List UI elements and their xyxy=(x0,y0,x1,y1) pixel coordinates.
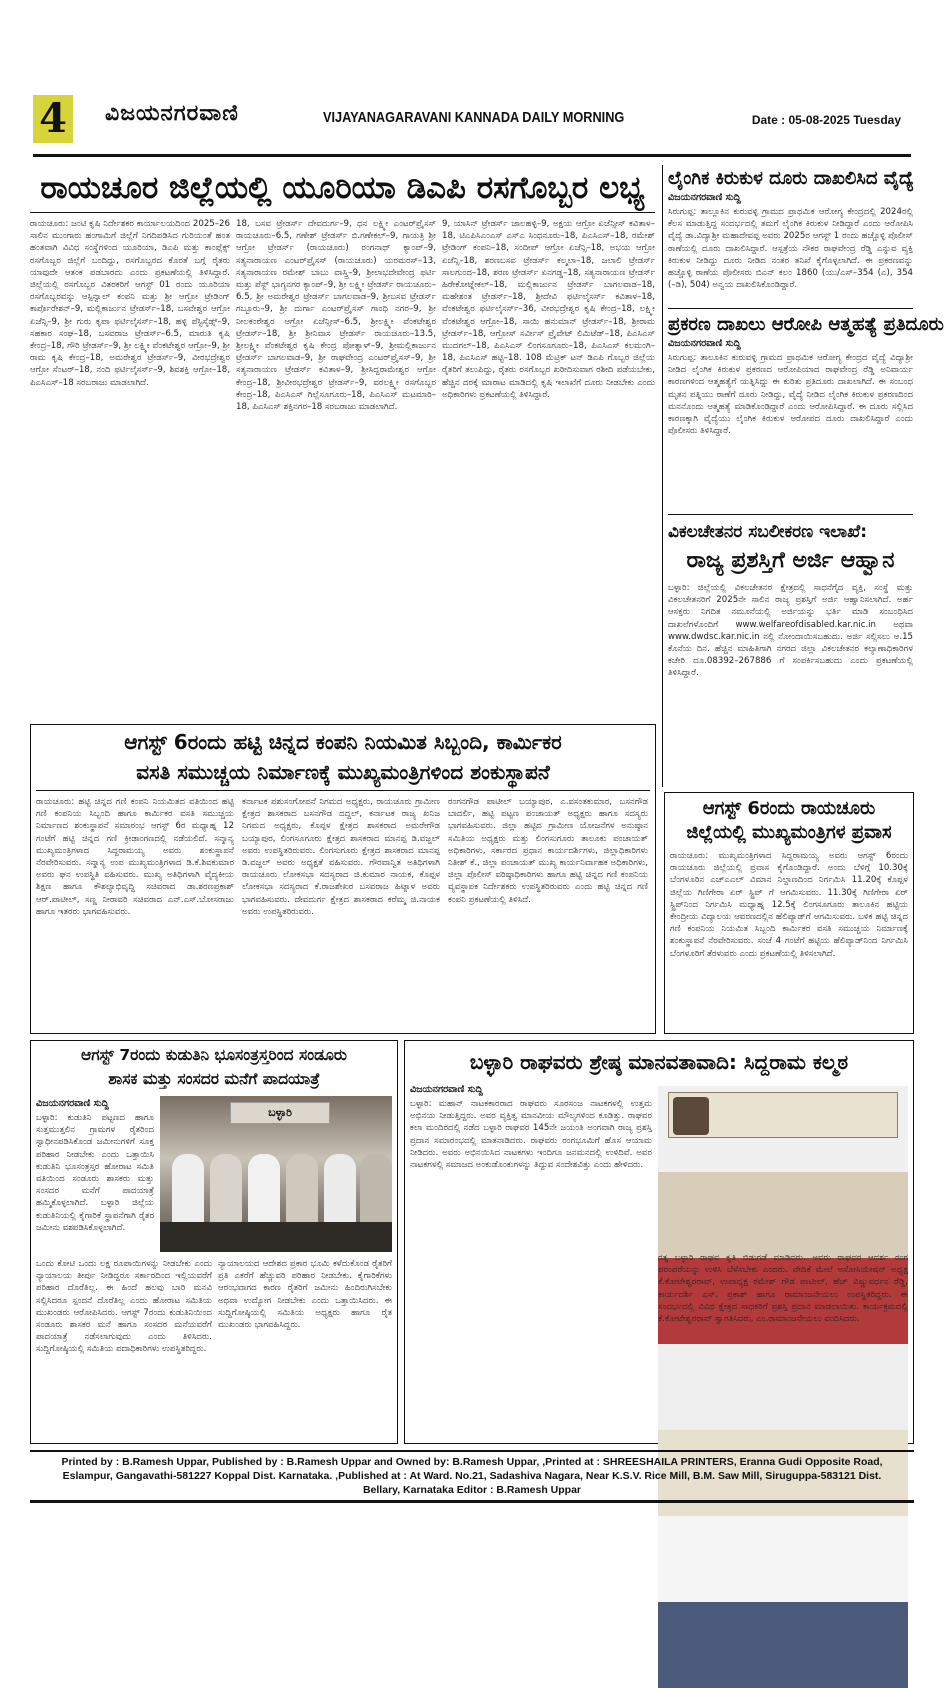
raghava-col-2: ರತ್ನ ಬಳ್ಳಾರಿ ರಾಘವ ಕೃತಿ ಬಿಡುಗಡೆ ಮಾಡಿದರು. ಅವರು ರಾಘವರ ಆದರ್ಶ ರಂಗ ಪರಂಪರೆಯನ್ನು ಉಳಿಸಿ ಬೆಳೆಸಬೇಕು ಎಂದರು. ವೇದಿಕೆ ಮೇಲೆ ಅಸೋಸಿಯೇಷನ್ ಅಧ್ಯಕ್ಷ ಕೆ.ಕೋಟೇಶ್ವರರಾವ್, ಉಪಾಧ್ಯಕ್ಷ ರಮೇಶ್ ಗೌಡ ಪಾಟೀಲ್, ಹೆಚ್ ವಿಷ್ಣುವರ್ಧನ ರೆಡ್ಡಿ, ಕಾರ್ಯದರ್ಶಿ ಎಸ್. ಪ್ರಕಾಶ್ ಹಾಗೂ ರಾಮಾಂಜನೇಯಲು ಉಪಸ್ಥಿತರಿದ್ದರು. ಈ ಸಂದರ್ಭದಲ್ಲಿ ವಿವಿಧ ಕ್ಷೇತ್ರದ ಸಾಧಕರಿಗೆ ಪ್ರಶಸ್ತಿ ಪ್ರದಾನ ಮಾಡಲಾಯಿತು. ಕಾರ್ಯಕ್ರಮದಲ್ಲಿ ಕೆ.ಕೋಟೇಶ್ವರರಾವ್ ಸ್ವಾಗತಿಸಿದರು, ಎಂ.ರಾಮಾಂಜನೇಯಲು ವಂದಿಸಿದರು. xyxy=(658,1253,908,1325)
hatti-headline-1: ಆಗಸ್ಟ್ 6ರಂದು ಹಟ್ಟಿ ಚಿನ್ನದ ಕಂಪನಿ ನಿಯಮಿತ ಸಿಬ್ಬಂದಿ, ಕಾರ್ಮಿಕರ xyxy=(124,730,562,754)
sandur-press-photo xyxy=(160,1096,392,1252)
doctor-byline: ವಿಜಯನಗರವಾಣಿ ಸುದ್ದಿ xyxy=(668,192,741,203)
suicide-headline: ಪ್ರಕರಣ ದಾಖಲು ಆರೋಪಿ ಆತ್ಮಹತ್ಯೆ ಪ್ರತಿದೂರು xyxy=(668,314,944,335)
suicide-rule xyxy=(668,514,913,515)
sandur-body-bottom-2: ನ್ಯಾಯಾಲಯದ ಆದೇಶದ ಪ್ರಕಾರ ಭೂಮಿ ಕಳೆದುಕೊಂಡ ರೈತರಿಗೆ ಪ್ರತಿ ಎಕರೆಗೆ ಹೆಚ್ಚುವರಿ ಪರಿಹಾರ ನೀಡಬೇಕು. ಕೈಗಾರಿಕೆಗಳು ಆರಂಭವಾಗದ ಕಾರಣ ರೈತರಿಗೆ ಜಮೀನು ಹಿಂದಿರುಗಿಸಬೇಕು ಅಥವಾ ಉದ್ಯೋಗ ನೀಡಬೇಕು ಎಂದು ಒತ್ತಾಯಿಸಿದರು. ಈ ಸುದ್ದಿಗೋಷ್ಠಿಯಲ್ಲಿ ಸಮಿತಿಯ ಅಧ್ಯಕ್ಷರು ಹಾಗೂ ರೈತ ಮುಖಂಡರು ಭಾಗವಹಿಸಿದ್ದರು. xyxy=(218,1259,392,1331)
hatti-rule xyxy=(36,790,650,791)
footer-rule-bottom xyxy=(30,1500,914,1503)
disabled-body: ಬಳ್ಳಾರಿ: ಜಿಲ್ಲೆಯಲ್ಲಿ ವಿಕಲಚೇತನರ ಕ್ಷೇತ್ರದಲ್ಲಿ ಸಾಧನೆಗೈದ ವ್ಯಕ್ತಿ, ಸಂಸ್ಥೆ ಮತ್ತು ವಿಕಲಚೇತನರಿಗೆ 2025ನೇ ಸಾಲಿನ ರಾಜ್ಯ ಪ್ರಶಸ್ತಿಗೆ ಅರ್ಜಿ ಆಹ್ವಾನಿಸಲಾಗಿದೆ. ಅರ್ಹ ಆಸಕ್ತರು ನಿಗದಿತ ನಮೂನೆಯಲ್ಲಿ ಅರ್ಜಿಯನ್ನು ಭರ್ತಿ ಮಾಡಿ ಸಂಬಂಧಿಸಿದ ದಾಖಲೆಗಳೊಂದಿಗೆ www.welfareofdisabled.kar.nic.in ಅಥವಾ www.dwdsc.kar.nic.in ನಲ್ಲಿ ನೋಂದಾಯಿಸಬಹುದು. ಅರ್ಜಿ ಸಲ್ಲಿಸಲು ಆ.15 ಕೊನೆಯ ದಿನ. ಹೆಚ್ಚಿನ ಮಾಹಿತಿಗಾಗಿ ನಗರದ ಜಿಲ್ಲಾ ವಿಕಲಚೇತನರ ಕಲ್ಯಾಣಾಧಿಕಾರಿಗಳ ಕಚೇರಿ ದೂ.08392–267886 ಗೆ ಸಂಪರ್ಕಿಸಬಹುದು ಎಂದು ಪ್ರಕಟಣೆಯಲ್ಲಿ ತಿಳಿಸಿದ್ದಾರೆ. xyxy=(668,583,913,679)
cm-visit-headline-1: ಆಗಸ್ಟ್ 6ರಂದು ರಾಯಚೂರು xyxy=(702,798,876,819)
hatti-headline-2: ವಸತಿ ಸಮುಚ್ಚಯ ನಿರ್ಮಾಣಕ್ಕೆ ಮುಖ್ಯಮಂತ್ರಿಗಳಿಂದ ಶಂಕುಸ್ಥಾಪನೆ xyxy=(136,760,550,784)
lead-col-1: ರಾಯಚೂರು: ಜಂಟಿ ಕೃಷಿ ನಿರ್ದೇಶಕರ ಕಾರ್ಯಾಲಯದಿಂದ 2025–26 ಸಾಲಿನ ಮುಂಗಾರು ಹಂಗಾಮಿಗೆ ಜಿಲ್ಲೆಗೆ ನಿಗದಿಪಡಿಸಿದ ಗುರಿಯಂತೆ ಹಂತ ಹಂತವಾಗಿ ವಿವಿಧ ಸಂಸ್ಥೆಗಳಿಂದ ಯೂರಿಯಾ, ಡಿಎಪಿ ಮತ್ತು ಕಾಂಪ್ಲೆಕ್ಸ್ ರಸಗೊಬ್ಬರ ಜಿಲ್ಲೆಗೆ ಬಂದಿದ್ದು, ರಸಗೊಬ್ಬರದ ಕೊರತೆ ಬಗ್ಗೆ ರೈತರು ಯಾವುದೇ ಆತಂಕ ಪಡಬಾರದು ಎಂದು ಪ್ರಕಟಣೆಯಲ್ಲಿ ತಿಳಿಸಿದ್ದಾರೆ. ಜಿಲ್ಲೆಯಲ್ಲಿ ರಸಗೊಬ್ಬರ ವಿತರಕರಿಗೆ ಆಗಸ್ಟ್ 01 ರಂದು ಯೂರಿಯಾ ರಸಗೊಬ್ಬರವನ್ನು ಆಸ್ಪಿನ್ವಾಲ್ ಕಂಪನಿ ಮತ್ತು ಶ್ರೀ ಆಗ್ರೋ ಟ್ರೇಡಿಂಗ್ ಕಾರ್ಪೊರೇಶನ್–9, ಮಲ್ಲಿಕಾರ್ಜುನ ಟ್ರೇಡರ್ಸ್–18, ಬಸವೇಶ್ವರ ಆಗ್ರೋ ಏಜೆನ್ಸಿ–9, ಶ್ರೀ ಗುರು ಕೃಪಾ ಫರ್ಟಿಲೈಸರ್ಸ್–18, ಹಳ್ಳಿ ಪೆಸ್ಟಿಸೈಡ್ಸ್–9, ಸಹಕಾರ ಸಂಘ–18, ಬಸವರಾಜ ಟ್ರೇಡರ್ಸ್–6.5, ಮಾರುತಿ ಕೃಷಿ ಕೇಂದ್ರ–18, ಗೌರಿ ಟ್ರೇಡರ್ಸ್–9, ಶ್ರೀ ಲಕ್ಷ್ಮೀ ವೆಂಕಟೇಶ್ವರ ಆಗ್ರೋ–9, ಶ್ರೀ ರಾಮ ಕೃಷಿ ಕೇಂದ್ರ–18, ಅಮರೇಶ್ವರ ಟ್ರೇಡರ್ಸ್–9, ವೀರಭದ್ರೇಶ್ವರ ಆಗ್ರೋ ಸೆಂಟರ್–18, ನಂದಿ ಫರ್ಟಿಲೈಸರ್ಸ್–9, ಶಿವಶಕ್ತಿ ಆಗ್ರೋ–18, ಪಿಎಸಿಎಸ್–18 ಸರಬರಾಜು ಮಾಡಲಾಗಿದೆ. xyxy=(30,219,230,388)
footer-imprint-line-2: Eslampur, Gangavathi-581227 Koppal Dist. Karnataka. ,Published at : At Ward. No.21, Sadashiva Nagara, Near K.S.V. Rice Mill, B.M. Saw Mill, Siruguppa-583121 Dist. xyxy=(62,1470,882,1482)
photo-person xyxy=(658,1516,908,1602)
masthead xyxy=(33,95,911,157)
sandur-headline-1: ಆಗಸ್ಟ್ 7ರಂದು ಕುಡುತಿನಿ ಭೂಸಂತ್ರಸ್ತರಿಂದ ಸಂಡೂರು xyxy=(81,1046,347,1064)
photo-person xyxy=(658,1602,908,1688)
hatti-col-3: ರಂಗನಗೌಡ ಪಾಟೀಲ್ ಬಯ್ಯಾಪುರ, ಎ.ವಸಂತಕುಮಾರ, ಬಸನಗೌಡ ಬಾದರ್ಲಿ, ಹಟ್ಟಿ ಪಟ್ಟಣ ಪಂಚಾಯತ್ ಅಧ್ಯಕ್ಷರು ಹಾಗೂ ಸದಸ್ಯರು ಭಾಗವಹಿಸುವರು. ಜಿಲ್ಲಾ ಹಟ್ಟಿದ ಗ್ರಾಮೀಣ ಯೋಜನೆಗಳ ಅನುಷ್ಠಾನ ಸಮಿತಿಯ ಅಧ್ಯಕ್ಷರು ಮತ್ತು ಲಿಂಗಸುಗೂರು ತಾಲೂಕು ಪಂಚಾಯತ್ ಅಧಿಕಾರಿಗಳು, ಸರ್ಕಾರದ ಪ್ರಧಾನ ಕಾರ್ಯದರ್ಶಿಗಳು, ಜಿಲ್ಲಾಧಿಕಾರಿಗಳು ನಿತೀಶ್ ಕೆ., ಜಿಲ್ಲಾ ಪಂಚಾಯತ್ ಮುಖ್ಯ ಕಾರ್ಯನಿರ್ವಾಹಕ ಅಧಿಕಾರಿಗಳು, ಜಿಲ್ಲಾ ಪೊಲೀಸ್ ವರಿಷ್ಠಾಧಿಕಾರಿಗಳು ಹಾಗೂ ಹಟ್ಟಿ ಚಿನ್ನದ ಗಣಿ ಕಂಪನಿಯ ವ್ಯವಸ್ಥಾಪಕ ನಿರ್ದೇಶಕರು ಉಪಸ್ಥಿತರಿರುವರು ಎಂದು ಹಟ್ಟಿ ಚಿನ್ನದ ಗಣಿ ಕಂಪನಿ ಪ್ರಕಟಣೆಯಲ್ಲಿ ತಿಳಿಸಿದೆ. xyxy=(448,797,648,905)
photo-table xyxy=(160,1222,392,1252)
cm-visit-headline-2: ಜಿಲ್ಲೆಯಲ್ಲಿ ಮುಖ್ಯಮಂತ್ರಿಗಳ ಪ್ರವಾಸ xyxy=(686,822,892,843)
raghava-award-photo xyxy=(658,1086,908,1246)
photo-person xyxy=(658,1172,908,1258)
masthead-title-kannada: ವಿಜಯನಗರವಾಣಿ xyxy=(105,101,239,126)
column-divider xyxy=(662,165,663,787)
suicide-byline: ವಿಜಯನಗರವಾಣಿ ಸುದ್ದಿ xyxy=(668,338,741,349)
lead-headline: ರಾಯಚೂರ ಜಿಲ್ಲೆಯಲ್ಲಿ ಯೂರಿಯಾ ಡಿಎಪಿ ರಸಗೊಬ್ಬರ ಲಭ್ಯ xyxy=(40,170,645,206)
lead-col-2: 18, ಬಸವ ಟ್ರೇಡರ್ಸ್ ದೇವದುರ್ಗ–9, ಧನ ಲಕ್ಷ್ಮೀ ಎಂಟರ್‌ಪ್ರೈಸಸ್ ರಾಯಚೂರು–6.5, ಗಣೇಶ್ ಟ್ರೇಡರ್ಸ್ ಬಿ.ಗಣೇಕಲ್–9, ಗಾಯತ್ರಿ ಶ್ರೀ ಆಗ್ರೋ ಟ್ರೇಡರ್ಸ್ (ರಾಯಚೂರು) ರಂಗನಾಥ್ ಕ್ಯಾಂಪ್–9, ಸತ್ಯನಾರಾಯಣ ಎಂಟರ್‌ಪ್ರೈಸಸ್ (ರಾಯಚೂರು) ಯರಮರಸ್–13, ಸತ್ಯನಾರಾಯಣ ರಮೇಶ್ ಬಾಬು ವಾಸ್ತ್ರಿ–9, ಶ್ರೀಲಾಭದೇವೇಂದ್ರ ಫರ್ಟಿ ಮತ್ತು ಪೆಸ್ಟ್ ಭಾಗ್ಯನಗರ ಕ್ಯಾಂಪ್–9, ಶ್ರೀ ಲಕ್ಷ್ಮೀ ಟ್ರೇಡರ್ಸ್ ರಾಯಚೂರು–6.5, ಶ್ರೀ ಅಮರೇಶ್ವರ ಟ್ರೇಡರ್ಸ್ ಬಾಗಲವಾಡ–9, ಶ್ರೀಬಸವ ಟ್ರೇಡರ್ಸ್ ಗಬ್ಬೂರು–9, ಶ್ರೀ ದುರ್ಗಾ ಎಂಟರ್‌ಪ್ರೈಸಸ್ ಗಾಂಧಿ ನಗರ–9, ಶ್ರೀ ನೀಲಕಂಠೇಶ್ವರ ಆಗ್ರೋ ಏಜೆನ್ಸೀಸ್–6.5, ಶ್ರೀಲಕ್ಷ್ಮೀ ವೆಂಕಟೇಶ್ವರ ಟ್ರೇಡರ್ಸ್–18, ಶ್ರೀ ಶ್ರೀನಿವಾಸ ಟ್ರೇಡರ್ಸ್ ರಾಯಚೂರು–13.5, ಶ್ರೀಲಕ್ಷ್ಮೀ ವೆಂಕಟೇಶ್ವರ ಕೃಷಿ ಕೇಂದ್ರ ಪೋತ್ನಾಳ್–9, ಶ್ರೀಮಲ್ಲಿಕಾರ್ಜುನ ಟ್ರೇಡರ್ಸ್ ಬಾಗಲವಾಡ–9, ಶ್ರೀ ರಾಘವೇಂದ್ರ ಎಂಟರ್‌ಪ್ರೈಸಸ್–9, ಶ್ರೀ ಸತ್ಯನಾರಾಯಣ ಟ್ರೇಡರ್ಸ್ ಕವಿತಾಳ–9, ಶ್ರೀಸಿದ್ದರಾಮೇಶ್ವರ ಆಗ್ರೋ ಕೇಂದ್ರ–18, ಶ್ರೀವೀರಭದ್ರೇಶ್ವರ ಟ್ರೇಡರ್ಸ್–9, ವರಲಕ್ಷ್ಮೀ ರಸಗೊಬ್ಬರ ಕೇಂದ್ರ–18, ಪಿಎಸಿಎಸ್ ಗಿಲ್ಲೆಸೂಗೂರು–18, ಪಿಎಸಿಎಸ್ ಮಟಮಾರಿ–18, ಪಿಎಸಿಎಸ್ ಶಕ್ತಿನಗರ–18 ಸರಬರಾಜು ಮಾಡಲಾಗಿದೆ. xyxy=(236,219,436,413)
doctor-body: ಸಿರುಗುಪ್ಪ: ತಾಲ್ಲೂಕಿನ ಕುರುವಳ್ಳಿ ಗ್ರಾಮದ ಪ್ರಾಥಮಿಕ ಆರೋಗ್ಯ ಕೇಂದ್ರದಲ್ಲಿ 2024ರಲ್ಲಿ ಕೆಲಸ ಮಾಡುತ್ತಿದ್ದ ಸಂದರ್ಭದಲ್ಲಿ ತಮಗೆ ಲೈಂಗಿಕ ಕಿರುಕುಳ ನೀಡಿದ್ದಾರೆ ಎಂದು ಆರೋಪಿಸಿ ವೈದ್ಯೆ ಡಾ.ವಿದ್ಯಾಶ್ರೀ ಮಹಾದೇವಪ್ಪ ಅವರು 2025ರ ಆಗಸ್ಟ್ 1 ರಂದು ಹಚ್ಚೊಳ್ಳಿ ಪೊಲೀಸ್ ಠಾಣೆಯಲ್ಲಿ ದೂರು ದಾಖಲಿಸಿದ್ದಾರೆ. ಆಸ್ಪತ್ರೆಯ ನೌಕರ ರಾಘವೇಂದ್ರ ರೆಡ್ಡಿ ಎನ್ನುವ ವ್ಯಕ್ತಿ ಕಿರುಕುಳ ನೀಡಿದ್ದು ದೂರು ನೀಡಿದ ನಂತರ ತನಿಖೆ ಕೈಗೊಳ್ಳಲಾಗಿದೆ. ಈ ಪ್ರಕರಣವನ್ನು ಹಚ್ಚೊಳ್ಳಿ ಠಾಣೆಯ ಪೊಲೀಸರು ಬಿಎನ್ ಕಲಂ 1860 (ಯು/ಎಸ್–354 (ಎ), 354 (–ಡಿ), 504) ಅನ್ವಯ ದಾಖಲಿಸಿಕೊಂಡಿದ್ದಾರೆ. xyxy=(668,207,913,291)
sandur-byline: ವಿಜಯನಗರವಾಣಿ ಸುದ್ದಿ xyxy=(36,1098,109,1109)
footer-rule-top xyxy=(30,1450,914,1452)
photo-banner-text: ಬಳ್ಳಾರಿ xyxy=(230,1102,330,1124)
sandur-body-bottom-1: ಒಂದು ಕೋಟಿ ಒಂದು ಲಕ್ಷ ರೂಪಾಯಿಗಳನ್ನು ನೀಡಬೇಕು ಎಂದು ನ್ಯಾಯಾಲಯ ತೀರ್ಪು ನೀಡಿದ್ದರೂ ಸರ್ಕಾರದಿಂದ ಇಲ್ಲಿಯವರೆಗೆ ಪರಿಹಾರ ದೊರೆತಿಲ್ಲ. ಈ ಹಿಂದೆ ಹಲವು ಬಾರಿ ಮನವಿ ಸಲ್ಲಿಸಿದರೂ ಸ್ಪಂದನೆ ದೊರೆತಿಲ್ಲ ಎಂದು ಹೋರಾಟ ಸಮಿತಿಯ ಮುಖಂಡರು ಆರೋಪಿಸಿದರು. ಆಗಸ್ಟ್ 7ರಂದು ಕುಡುತಿನಿಯಿಂದ ಸಂಡೂರು ಶಾಸಕರ ಮನೆ ಹಾಗೂ ಸಂಸದರ ಮನೆಯವರೆಗೆ ಪಾದಯಾತ್ರೆ ನಡೆಸಲಾಗುವುದು ಎಂದು ತಿಳಿಸಿದರು. ಸುದ್ದಿಗೋಷ್ಠಿಯಲ್ಲಿ ಸಮಿತಿಯ ಪದಾಧಿಕಾರಿಗಳು ಉಪಸ್ಥಿತರಿದ್ದರು. xyxy=(36,1259,212,1355)
hatti-col-1: ರಾಯಚೂರು: ಹಟ್ಟಿ ಚಿನ್ನದ ಗಣಿ ಕಂಪನಿ ನಿಯಮಿತದ ವತಿಯಿಂದ ಹಟ್ಟಿ ಗಣಿ ಕಂಪನಿಯ ಸಿಬ್ಬಂದಿ ಹಾಗೂ ಕಾರ್ಮಿಕರ ವಸತಿ ಸಮುಚ್ಚಯ ನಿರ್ಮಾಣದ ಶಂಕುಸ್ಥಾಪನೆ ಸಮಾರಂಭ ಆಗಸ್ಟ್ 6ರ ಮಧ್ಯಾಹ್ನ 12 ಗಂಟೆಗೆ ಹಟ್ಟಿ ಚಿನ್ನದ ಗಣಿ ಕ್ರೀಡಾಂಗಣದಲ್ಲಿ ನಡೆಯಲಿದೆ. ಸನ್ಮಾನ್ಯ ಮುಖ್ಯಮಂತ್ರಿಗಳಾದ ಸಿದ್ದರಾಮಯ್ಯ ಅವರು ಶಂಕುಸ್ಥಾಪನೆ ನೆರವೇರಿಸುವರು. ಸನ್ಮಾನ್ಯ ಉಪ ಮುಖ್ಯಮಂತ್ರಿಗಳಾದ ಡಿ.ಕೆ.ಶಿವಕುಮಾರ ಅವರು ಘನ ಉಪಸ್ಥಿತಿ ವಹಿಸುವರು. ಮುಖ್ಯ ಅತಿಥಿಗಳಾಗಿ ವೈದ್ಯಕೀಯ ಶಿಕ್ಷಣ ಹಾಗೂ ಕೌಶಲ್ಯಾಭಿವೃದ್ಧಿ ಸಚಿವರಾದ ಡಾ.ಶರಣಪ್ರಕಾಶ್ ಆರ್.ಪಾಟೀಲ್, ಸಣ್ಣ ನೀರಾವರಿ ಸಚಿವರಾದ ಎನ್.ಎಸ್.ಬೋಸರಾಜು ಹಾಗೂ ಇತರರು ಭಾಗವಹಿಸುವರು. xyxy=(36,797,234,917)
footer-imprint-line-1: Printed by : B.Ramesh Uppar, Published by : B.Ramesh Uppar and Owned by: B.Ramesh Uppar, ,Printed at : SHREESHAILA PRINTERS, Eranna Gudi Opposite Road, xyxy=(61,1456,883,1468)
raghava-col-1: ಬಳ್ಳಾರಿ: ಮಹಾನ್ ನಾಟಕಕಾರರಾದ ರಾಘವರು ಸೂರಸಂಜ ನಾಟಕಗಳಲ್ಲಿ ಉತ್ತಮ ಅಭಿನಯ ನೀಡುತ್ತಿದ್ದರು. ಅವರ ವ್ಯಕ್ತಿತ್ವ ಮಾನವೀಯ ಮೌಲ್ಯಗಳಿಂದ ಕೂಡಿತ್ತು. ರಾಘವರ ಕಲಾ ಮಂದಿರದಲ್ಲಿ ನಡೆದ ಬಳ್ಳಾರಿ ರಾಘವರ 145ನೇ ಜಯಂತಿ ಅಂಗವಾಗಿ ರಾಜ್ಯ ಪ್ರಶಸ್ತಿ ಪ್ರದಾನ ಸಮಾರಂಭದಲ್ಲಿ ಮಾತನಾಡಿದರು. ರಾಘವರು ರಂಗಭೂಮಿಗೆ ಹೊಸ ಆಯಾಮ ನೀಡಿದರು. ಅವರು ಅಭಿನಯಿಸಿದ ನಾಟಕಗಳು ಇಂದಿಗೂ ಜನಮನದಲ್ಲಿ ಉಳಿದಿವೆ. ಅವರ ನಾಟಕಗಳಲ್ಲಿ ಸಮಾಜದ ಅಂಕುಡೊಂಕುಗಳನ್ನು ತಿದ್ದುವ ಸಂದೇಶವಿತ್ತು ಎಂದು ಹೇಳಿದರು. xyxy=(410,1099,652,1171)
doctor-headline: ಲೈಂಗಿಕ ಕಿರುಕುಳ ದೂರು ದಾಖಲಿಸಿದ ವೈದ್ಯೆ xyxy=(668,168,914,189)
photo-portrait xyxy=(673,1097,709,1135)
hatti-col-2: ಕರ್ನಾಟಕ ಪಶುಸಂಗೋಪನೆ ನಿಗಮದ ಅಧ್ಯಕ್ಷರು, ರಾಯಚೂರು ಗ್ರಾಮೀಣ ಕ್ಷೇತ್ರದ ಶಾಸಕರಾದ ಬಸನಗೌಡ ದದ್ದಲ್, ಕರ್ನಾಟಕ ರಾಜ್ಯ ಖನಿಜ ನಿಗಮದ ಅಧ್ಯಕ್ಷರು, ಕೊಪ್ಪಳ ಕ್ಷೇತ್ರದ ಶಾಸಕರಾದ ಅಮರೇಗೌಡ ಬಯ್ಯಾಪುರ, ಲಿಂಗಸೂಗೂರು ಕ್ಷೇತ್ರದ ಶಾಸಕರಾದ ಮಾನಪ್ಪ ಡಿ.ವಜ್ಜಲ್ ಅವರು ಉಪಸ್ಥಿತರಿರುವರು. ಲಿಂಗಸುಗೂರು ಕ್ಷೇತ್ರದ ಶಾಸಕರಾದ ಮಾನಪ್ಪ ಡಿ.ವಜ್ಜಲ್ ಅವರು ಅಧ್ಯಕ್ಷತೆ ವಹಿಸುವರು. ಗೌರವಾನ್ವಿತ ಅತಿಥಿಗಳಾಗಿ ರಾಯಚೂರು ಲೋಕಸಭಾ ಸದಸ್ಯರಾದ ಜಿ.ಕುಮಾರ ನಾಯಕ, ಕೊಪ್ಪಳ ಲೋಕಸಭಾ ಸದಸ್ಯರಾದ ಕೆ.ರಾಜಶೇಖರ ಬಸವರಾಜ ಹಿಟ್ನಾಳ ಅವರು ಭಾಗವಹಿಸುವರು. ದೇವದುರ್ಗ ಕ್ಷೇತ್ರದ ಶಾಸಕರಾದ ಕರೆಮ್ಮ ಜಿ.ನಾಯಕ ಅವರು ಉಪಸ್ಥಿತರಿರುವರು. xyxy=(242,797,440,917)
raghava-byline: ವಿಜಯನಗರವಾಣಿ ಸುದ್ದಿ xyxy=(410,1084,483,1095)
doctor-rule xyxy=(668,308,913,309)
masthead-title-english: VIJAYANAGARAVANI KANNADA DAILY MORNING xyxy=(323,109,625,126)
raghava-headline: ಬಳ್ಳಾರಿ ರಾಘವರು ಶ್ರೇಷ್ಠ ಮಾನವತಾವಾದಿ: ಸಿದ್ದರಾಮ ಕಲ್ಮಠ xyxy=(469,1050,849,1074)
suicide-body: ಸಿರುಗುಪ್ಪ: ತಾಲೂಕಿನ ಕುರುವಳ್ಳಿ ಗ್ರಾಮದ ಪ್ರಾಥಮಿಕ ಆರೋಗ್ಯ ಕೇಂದ್ರದ ವೈದ್ಯೆ ವಿದ್ಯಾಶ್ರೀ ನೀಡಿದ ಲೈಂಗಿಕ ಕಿರುಕುಳ ಪ್ರಕರಣದ ಆರೋಪಿಯಾದ ರಾಘವೇಂದ್ರ ರೆಡ್ಡಿ ಅನಿವಾರ್ಯ ಕಾರಣಗಳಿಂದ ಆತ್ಮಹತ್ಯೆಗೆ ಯತ್ನಿಸಿದ್ದು ಈ ಕುರಿತು ಪ್ರತಿದೂರು ದಾಖಲಾಗಿದೆ. ಈ ಸಂಬಂಧ ಮೃತನ ಪತ್ನಿಯು ಠಾಣೆಗೆ ದೂರು ನೀಡಿದ್ದು, ವೈದ್ಯೆ ನೀಡಿದ ಲೈಂಗಿಕ ಕಿರುಕುಳ ಪ್ರಕರಣದಿಂದ ಮನನೊಂದು ಆತ್ಮಹತ್ಯೆ ಮಾಡಿಕೊಂಡಿದ್ದಾರೆ ಎಂದು ಆರೋಪಿಸಿದ್ದಾರೆ. ಈ ದೂರು ಸಲ್ಲಿಸಿದ ಕಾರಣಕ್ಕಾಗಿ ವೈದ್ಯೆಯು ಲೈಂಗಿಕ ಕಿರುಕುಳ ಆರೋಪದ ದೂರು ದಾಖಲಿಸಿದ್ದಾರೆ ಎಂದು ಪೊಲೀಸರು ತಿಳಿಸಿದ್ದಾರೆ. xyxy=(668,353,913,437)
lead-col-3: 9, ಯಾಸಿನ್ ಟ್ರೇಡರ್ಸ್ ಜಾಲಹಳ್ಳಿ–9, ಅಕ್ಷಯ ಆಗ್ರೋ ಏಜೆನ್ಸೀಸ್ ಕವಿತಾಳ–18, ಟಿಎಪಿಸಿಎಂಎಸ್ ಎಸ್‌ಎ ಸಿಂಧನೂರು–18, ಪಿಎಸಿಎಸ್–18, ರಮೇಶ್ ಟ್ರೇಡಿಂಗ್ ಕಂಪನಿ–18, ಸಂದೀಪ್ ಆಗ್ರೋ ಏಜೆನ್ಸಿ–18, ಅಭಯ ಆಗ್ರೋ ಏಜೆನ್ಸಿ–18, ಶರಣಬಸವ ಟ್ರೇಡರ್ಸ್ ಕಲ್ಮಲಾ–18, ಜಲಾಲಿ ಟ್ರೇಡರ್ಸ್ ಸಾಲಗುಂದ–18, ಶರಣ ಟ್ರೇಡರ್ಸ್ ಏನಗಡ್ಡ–18, ಸತ್ಯನಾರಾಯಣ ಟ್ರೇಡರ್ಸ್ ಹಿರೇಕೋಟ್ನೇಕಲ್–18, ಮಲ್ಲಿಕಾರ್ಜುನ ಟ್ರೇಡರ್ಸ್ ಬಾಗಲವಾಡ–18, ಮಹೇಶಂತ ಟ್ರೇಡರ್ಸ್–18, ಶ್ರೀದೇವಿ ಫರ್ಟಿಲೈಸರ್ಸ್ ಕವಿತಾಳ–18, ವೆಂಕಟೇಶ್ವರ ಫರ್ಟಿಲೈಸರ್ಸ್–36, ವೀರಭದ್ರೇಶ್ವರ ಕೃಷಿ ಕೇಂದ್ರ–18, ಲಕ್ಷ್ಮೀ ವೆಂಕಟೇಶ್ವರ ಆಗ್ರೋ–18, ಸಾಯಿ ಹನುಮಾನ್ ಟ್ರೇಡರ್ಸ್–18, ಶ್ರೀರಾಮ ಟ್ರೇಡರ್ಸ್–18, ಆಗ್ರೋಸ್ ಸರ್ವೀಸ್ ಪ್ರೈವೇಟ್ ಲಿಮಿಟೆಡ್–18, ಪಿಎಸಿಎಸ್ ಮುದಗಲ್–18, ಪಿಎಸಿಎಸ್ ಲಿಂಗಸೂಗೂರು–18, ಪಿಎಸಿಎಸ್ ಕಲಮಂಗಿ–18, ಪಿಎಸಿಎಸ್ ಹಟ್ಟಿ–18. 108 ಮೆಟ್ರಿಕ್ ಟನ್ ಡಿಎಪಿ ಗೊಬ್ಬರ ಜಿಲ್ಲೆಯ ರೈತರಿಗೆ ತಲುಪಿದ್ದು, ರೈತರು ರಸಗೊಬ್ಬರ ಖರೀದಿಸುವಾಗ ರಶೀದಿ ಪಡೆಯಬೇಕು, ಹೆಚ್ಚಿನ ದರಕ್ಕೆ ಮಾರಾಟ ಮಾಡಿದಲ್ಲಿ ಕೃಷಿ ಇಲಾಖೆಗೆ ದೂರು ನೀಡಬೇಕು ಎಂದು ಅಧಿಕಾರಿಗಳು ಪ್ರಕಟಣೆಯಲ್ಲಿ ತಿಳಿಸಿದ್ದಾರೆ. xyxy=(442,219,655,400)
footer-imprint-line-3: Bellary, Karnataka Editor : B.Ramesh Uppar xyxy=(362,1484,582,1496)
sandur-headline-2: ಶಾಸಕ ಮತ್ತು ಸಂಸದರ ಮನೆಗೆ ಪಾದಯಾತ್ರೆ xyxy=(108,1070,320,1088)
page-number: 4 xyxy=(33,95,73,143)
lead-rule xyxy=(30,212,655,213)
disabled-headline-1: ವಿಕಲಚೇತನರ ಸಬಲೀಕರಣ ಇಲಾಖೆ: xyxy=(668,522,867,542)
disabled-headline-2: ರಾಜ್ಯ ಪ್ರಶಸ್ತಿಗೆ ಅರ್ಜಿ ಆಹ್ವಾನ xyxy=(686,548,895,573)
photo-stage-banner xyxy=(668,1092,898,1138)
masthead-date: Date : 05-08-2025 Tuesday xyxy=(751,113,901,127)
cm-visit-body: ರಾಯಚೂರು: ಮುಖ್ಯಮಂತ್ರಿಗಳಾದ ಸಿದ್ದರಾಮಯ್ಯ ಅವರು ಆಗಸ್ಟ್ 6ರಂದು ರಾಯಚೂರು ಜಿಲ್ಲೆಯಲ್ಲಿ ಪ್ರವಾಸ ಕೈಗೊಂಡಿದ್ದಾರೆ. ಅಂದು ಬೆಳಿಗ್ಗೆ 10.30ಕ್ಕೆ ಬೆಂಗಳೂರಿನ ಎಚ್‌ಎಎಲ್ ವಿಮಾನ ನಿಲ್ದಾಣದಿಂದ ನಿರ್ಗಮಿಸಿ 11.20ಕ್ಕೆ ಕೊಪ್ಪಳ ಜಿಲ್ಲೆಯ ಗಿಣಿಗೇರಾ ಏರ್ ಸ್ಟ್ರಿಪ್ ಗೆ ಆಗಮಿಸುವರು. 11.30ಕ್ಕೆ ಗಿಣಿಗೇರಾ ಏರ್ ಸ್ಟ್ರಿಪ್‌ನಿಂದ ನಿರ್ಗಮಿಸಿ ಮಧ್ಯಾಹ್ನ 12.5ಕ್ಕೆ ಲಿಂಗಸೂಗೂರು ತಾಲೂಕಿನ ಹಟ್ಟಿಯ ಕೇಂದ್ರೀಯ ವಿದ್ಯಾಲಯ ಆವರಣದಲ್ಲಿನ ಹೆಲಿಪ್ಯಾಡ್‌ಗೆ ಆಗಮಿಸುವರು. ಬಳಿಕ ಹಟ್ಟಿ ಚಿನ್ನದ ಗಣಿ ಕಂಪನಿಯ ನಿಯಮಿತ ಸಿಬ್ಬಂದಿ ಕಾರ್ಮಿಕರ ವಸತಿ ಸಮುಚ್ಚಯ ನಿರ್ಮಾಣಕ್ಕೆ ಶಂಕುಸ್ಥಾಪನೆ ನೆರವೇರಿಸುವರು. ಸಂಜೆ 4 ಗಂಟೆಗೆ ಹಟ್ಟಿಯ ಹೆಲಿಪ್ಯಾಡ್‌ನಿಂದ ನಿರ್ಗಮಿಸಿ ಬೆಂಗಳೂರಿಗೆ ತೆರಳುವರು ಎಂದು ಪ್ರಕಟಣೆಯಲ್ಲಿ ತಿಳಿಸಲಾಗಿದೆ. xyxy=(670,851,908,959)
sandur-body-left: ಬಳ್ಳಾರಿ: ಕುಡುತಿನಿ ಪಟ್ಟಣದ ಹಾಗೂ ಸುತ್ತಮುತ್ತಲಿನ ಗ್ರಾಮಗಳ ರೈತರಿಂದ ಸ್ವಾಧೀನಪಡಿಸಿಕೊಂಡ ಜಮೀನುಗಳಿಗೆ ಸೂಕ್ತ ಪರಿಹಾರ ನೀಡಬೇಕು ಎಂದು ಒತ್ತಾಯಿಸಿ ಕುಡುತಿನಿ ಭೂಸಂತ್ರಸ್ತರ ಹೋರಾಟ ಸಮಿತಿ ವತಿಯಿಂದ ಸಂಡೂರು ಶಾಸಕರು ಮತ್ತು ಸಂಸದರ ಮನೆಗೆ ಪಾದಯಾತ್ರೆ ಹಮ್ಮಿಕೊಳ್ಳಲಾಗಿದೆ. ಬಳ್ಳಾರಿ ಜಿಲ್ಲೆಯ ಕುಡುತಿನಿಯಲ್ಲಿ ಕೈಗಾರಿಕೆ ಸ್ಥಾಪನೆಗಾಗಿ ರೈತರ ಜಮೀನು ವಶಪಡಿಸಿಕೊಳ್ಳಲಾಗಿದೆ. xyxy=(36,1113,154,1233)
